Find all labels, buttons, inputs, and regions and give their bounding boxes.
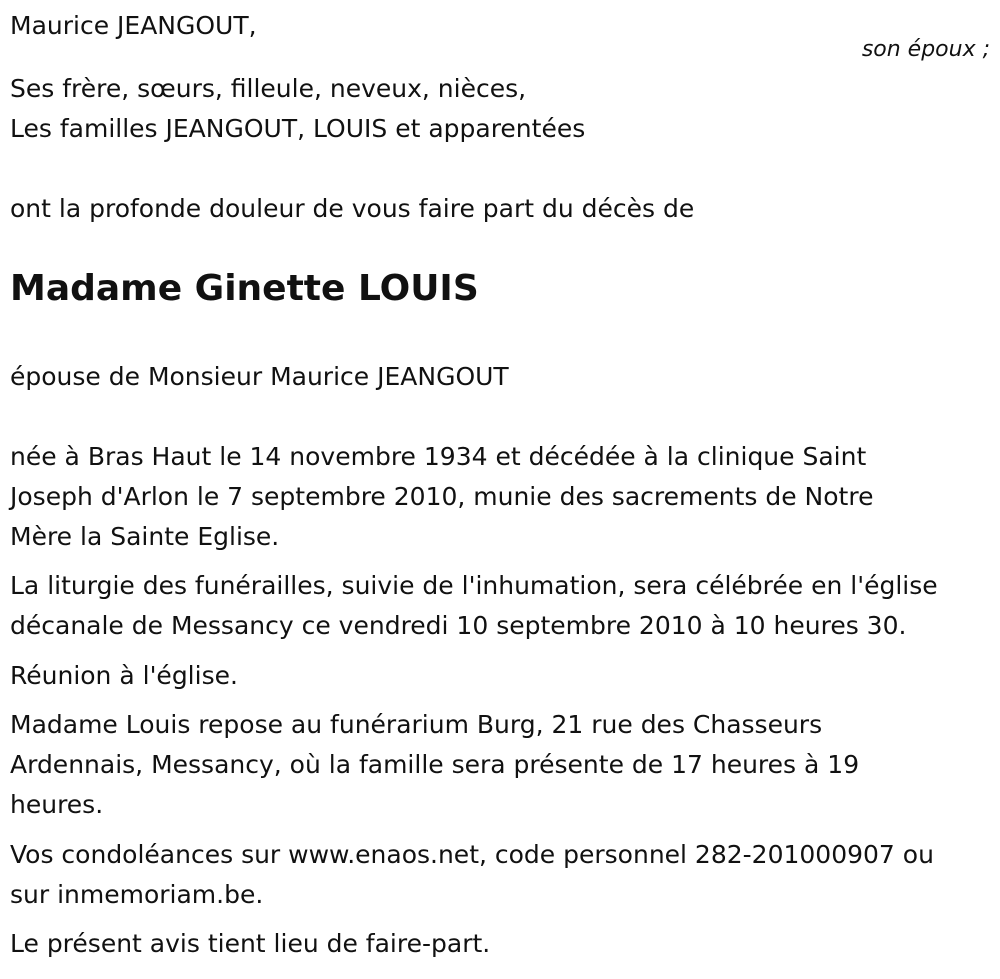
condolences-line-1: Vos condoléances sur www.enaos.net, code personnel 282-201000907 ou [10,840,934,869]
spouse-relation: son époux ; [861,37,990,62]
repose-line-1: Madame Louis repose au funérarium Burg, 21 rue des Chasseurs [10,710,823,739]
spouse-name: Maurice JEANGOUT, [10,11,257,40]
birth-death-line-1: née à Bras Haut le 14 novembre 1934 et décédée à la clinique Saint [10,442,867,471]
spouse-of-line: épouse de Monsieur Maurice JEANGOUT [10,362,509,391]
meeting-line: Réunion à l'église. [10,661,238,690]
liturgy-line-2: décanale de Messancy ce vendredi 10 septembre 2010 à 10 heures 30. [10,611,907,640]
deceased-name: Madame Ginette LOUIS [10,268,479,309]
repose-line-3: heures. [10,790,104,819]
birth-death-line-3: Mère la Sainte Eglise. [10,522,280,551]
intro-line: ont la profonde douleur de vous faire part du décès de [10,194,695,223]
siblings-line: Ses frère, sœurs, filleule, neveux, nièces, [10,74,527,103]
liturgy-line-1: La liturgie des funérailles, suivie de l'inhumation, sera célébrée en l'église [10,571,938,600]
repose-line-2: Ardennais, Messancy, où la famille sera présente de 17 heures à 19 [10,750,860,779]
families-line: Les familles JEANGOUT, LOUIS et apparentées [10,114,586,143]
birth-death-line-2: Joseph d'Arlon le 7 septembre 2010, munie des sacrements de Notre [10,482,874,511]
condolences-line-2: sur inmemoriam.be. [10,880,264,909]
notice-line: Le présent avis tient lieu de faire-part. [10,929,491,958]
